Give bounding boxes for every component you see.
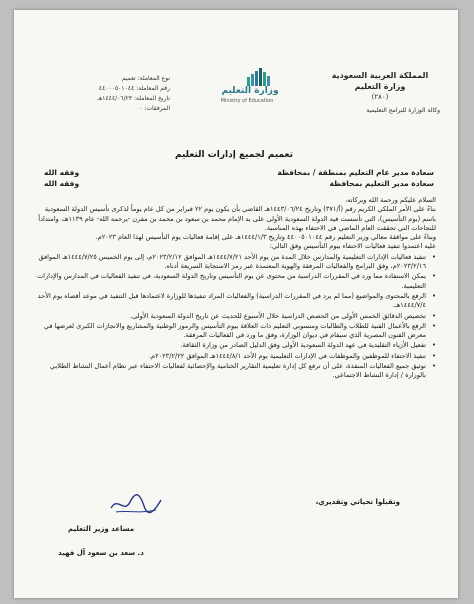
addressee-line-2: سعادة مدير التعليم بمحافظة bbox=[329, 179, 434, 188]
list-item: • توثيق جميع الفعاليات المنفذة، على أن ترفع كل إدارة تعليمية التقارير الختامية والإحصائية لفعاليات الاحتفاء عبر نظام أعمال النشاط الطلابي بالوزارة / إدارة النشاط الاجتماعي. bbox=[36, 362, 436, 381]
salutation-2: وفقه الله bbox=[44, 179, 80, 188]
signatory-name: د. سعد بن سعود آل فهيد bbox=[58, 549, 144, 557]
paragraph-1: بناءً على الأمر الملكي الكريم رقم (أ/٣٧١) وتاريخ ١٤٤٣/٠٦/٢٤هـ القاضي بأن يكون يوم ٢٢ فبراير من كل عام يوماً لذكرى تأسيس الدولة السعودية باسم (يوم التأسيس)، التي تأسست فيه الدولة السعودية الأولى على يد الإمام محمد بن سعود بن محمد بن مقرن -يرحمه الله- عام ١١٣٩هـ، وامتداداً للنجاحات التي تحققت العام الماضي في الاحتفاء بهذه المناسبة. bbox=[38, 205, 436, 232]
list-item: • تنفيذ فعاليات الإدارات التعليمية والمدارس خلال المدة من يوم الأحد ١٤٤٤/٧/٢١هـ الموافق ٢٠٢٣/٢/١٢م، إلى يوم الخميس ١٤٤٤/٧/٢٥هـ الموافق ٢٠٢٣/٢/١٦م، وفق البرامج والفعاليات المرفقة والهوية المعتمدة عبر رمز الاستجابة السريعة أدناه. bbox=[36, 253, 436, 272]
ministry-logo bbox=[214, 68, 280, 112]
salutation-1: وفقه الله bbox=[44, 168, 80, 177]
greeting: السلام عليكم ورحمة الله وبركاته، bbox=[345, 196, 436, 204]
list-item: • تنفيذ الاحتفاء للموظفين والموظفات في الإدارات التعليمية يوم الأحد ١٤٤٤/٨/١هـ الموافق ٢٠٢٣/٢/٢٢م. bbox=[36, 352, 436, 361]
signatory-role: مساعد وزير التعليم bbox=[67, 525, 135, 533]
logo-icon bbox=[246, 68, 274, 86]
paragraph-3: عليه اعتمدوا تنفيذ فعاليات الاحتفاء بيوم التأسيس وفق التالي: bbox=[269, 242, 436, 251]
logo-brand-en: Ministry of Education bbox=[220, 98, 274, 104]
list-item: • تخصيص الدقائق الخمس الأولى من الحصص الدراسية خلال الأسبوع للحديث عن تاريخ الدولة السعودية الأولى. bbox=[36, 312, 436, 321]
addressee-line-1: سعادة مدير عام التعليم بمنطقة / بمحافظة bbox=[277, 168, 434, 177]
agency-name: وكالة الوزارة للبرامج التعليمية bbox=[366, 107, 440, 114]
closing-text: وتقبلوا تحياتي وتقديري، bbox=[315, 498, 400, 506]
list-item: • الرفع بالأعمال الفنية للطلاب والطالبات ومنسوبي التعليم ذات العلاقة بيوم التأسيس والرموز الوطنية والمشاريع والانجازات الكبرى لعرضها في معرض الفنون المصرية الذي سيقام في ديوان الوزارة، وفق ما ورد في الفعاليات المرفقة. bbox=[36, 322, 436, 341]
letter-body bbox=[36, 196, 436, 382]
letter-number: (٢٨٠) bbox=[371, 93, 389, 101]
handwritten-signature-icon bbox=[106, 490, 166, 518]
letter-title: تعميم لجميع إدارات التعليم bbox=[174, 150, 294, 160]
transaction-date: تاريخ المعاملة: ١٤٤٤/٠٦/٢٣هـ bbox=[97, 95, 170, 102]
list-item: • يمكن الاستفادة مما ورد في المقررات الدراسية من محتوى عن يوم التأسيس وتاريخ الدولة السعودية، في تنفيذ الفعاليات في المدارس والإدارات التعليمية. bbox=[36, 272, 436, 291]
reference-block bbox=[74, 74, 170, 114]
list-item: • تفعيل الأزياء التقليدية في عهد الدولة السعودية الأولى وفق الدليل الصادر من وزارة الثقافة. bbox=[36, 341, 436, 350]
letter-page bbox=[14, 10, 458, 598]
attachments-count: المرفقات: ٠ bbox=[139, 105, 170, 112]
paragraph-2: وبناءً على موافقة معالي وزير التعليم رقم ٤٤٠٠٥٠١٠٤٤ وتاريخ ١٤٤٤/١/٣هـ على إقامة فعاليات يوم التأسيس لهذا العام ٢٠٢٣م. bbox=[95, 233, 436, 242]
letterhead-right bbox=[320, 70, 440, 116]
ministry-name: وزارة التعليم bbox=[354, 82, 406, 91]
signature-block bbox=[46, 524, 156, 558]
transaction-type: نوع المعاملة: تعميم bbox=[121, 75, 170, 82]
list-item: • الرفع بالمحتوى والمواضيع (مما لم يرد في المقررات الدراسية) والفعاليات المراد تنفيذها للوزارة لاعتمادها قبل التنفيذ في موعد أقصاه يوم الأحد ١٤٤٤/٧/٤هـ. bbox=[36, 292, 436, 311]
logo-brand-ar: وزارة التعليم bbox=[221, 86, 279, 96]
country-name: المملكة العربية السعودية bbox=[331, 71, 429, 80]
transaction-number: رقم المعاملة: ٤٤٠٠٠٥٠١٠٤٤ bbox=[98, 85, 170, 92]
